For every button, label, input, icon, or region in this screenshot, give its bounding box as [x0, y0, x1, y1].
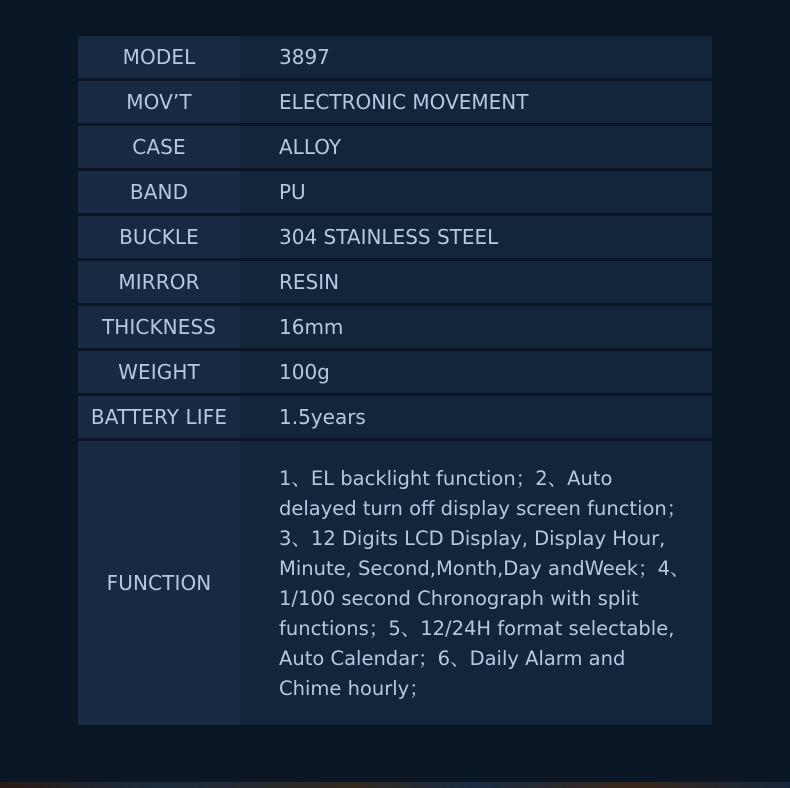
spec-value: ALLOY [240, 126, 712, 168]
spec-value: 1.5years [240, 396, 712, 438]
spec-row-battery-life [78, 396, 712, 438]
spec-row-weight [78, 351, 712, 393]
spec-label: BUCKLE [78, 216, 240, 258]
decorative-bottom-strip [0, 782, 790, 788]
spec-label: FUNCTION [78, 441, 240, 725]
spec-label: MODEL [78, 36, 240, 78]
spec-label: CASE [78, 126, 240, 168]
spec-value: RESIN [240, 261, 712, 303]
spec-row-buckle [78, 216, 712, 258]
spec-value: 100g [240, 351, 712, 393]
spec-row-mirror [78, 261, 712, 303]
spec-label: WEIGHT [78, 351, 240, 393]
spec-value: 16mm [240, 306, 712, 348]
spec-label: BAND [78, 171, 240, 213]
spec-row-movement [78, 81, 712, 123]
spec-label: BATTERY LIFE [78, 396, 240, 438]
spec-value: 3897 [240, 36, 712, 78]
spec-row-function [78, 441, 712, 725]
spec-value: PU [240, 171, 712, 213]
spec-label: MOV’T [78, 81, 240, 123]
spec-row-thickness [78, 306, 712, 348]
spec-value-function-description: 1、EL backlight function；2、Auto delayed turn off display screen function；3、12 Digits LCD Display, Display Hour, Minute, Second,Month,Day andWeek；4、1/100 second Chronograph with split functions；5、12/24H format selectable, Auto Calendar；6、Daily Alarm and Chime hourly； [240, 441, 712, 725]
spec-label: THICKNESS [78, 306, 240, 348]
spec-value: ELECTRONIC MOVEMENT [240, 81, 712, 123]
spec-table [78, 36, 712, 725]
spec-label: MIRROR [78, 261, 240, 303]
spec-value: 304 STAINLESS STEEL [240, 216, 712, 258]
spec-row-band [78, 171, 712, 213]
spec-row-case [78, 126, 712, 168]
spec-row-model [78, 36, 712, 78]
